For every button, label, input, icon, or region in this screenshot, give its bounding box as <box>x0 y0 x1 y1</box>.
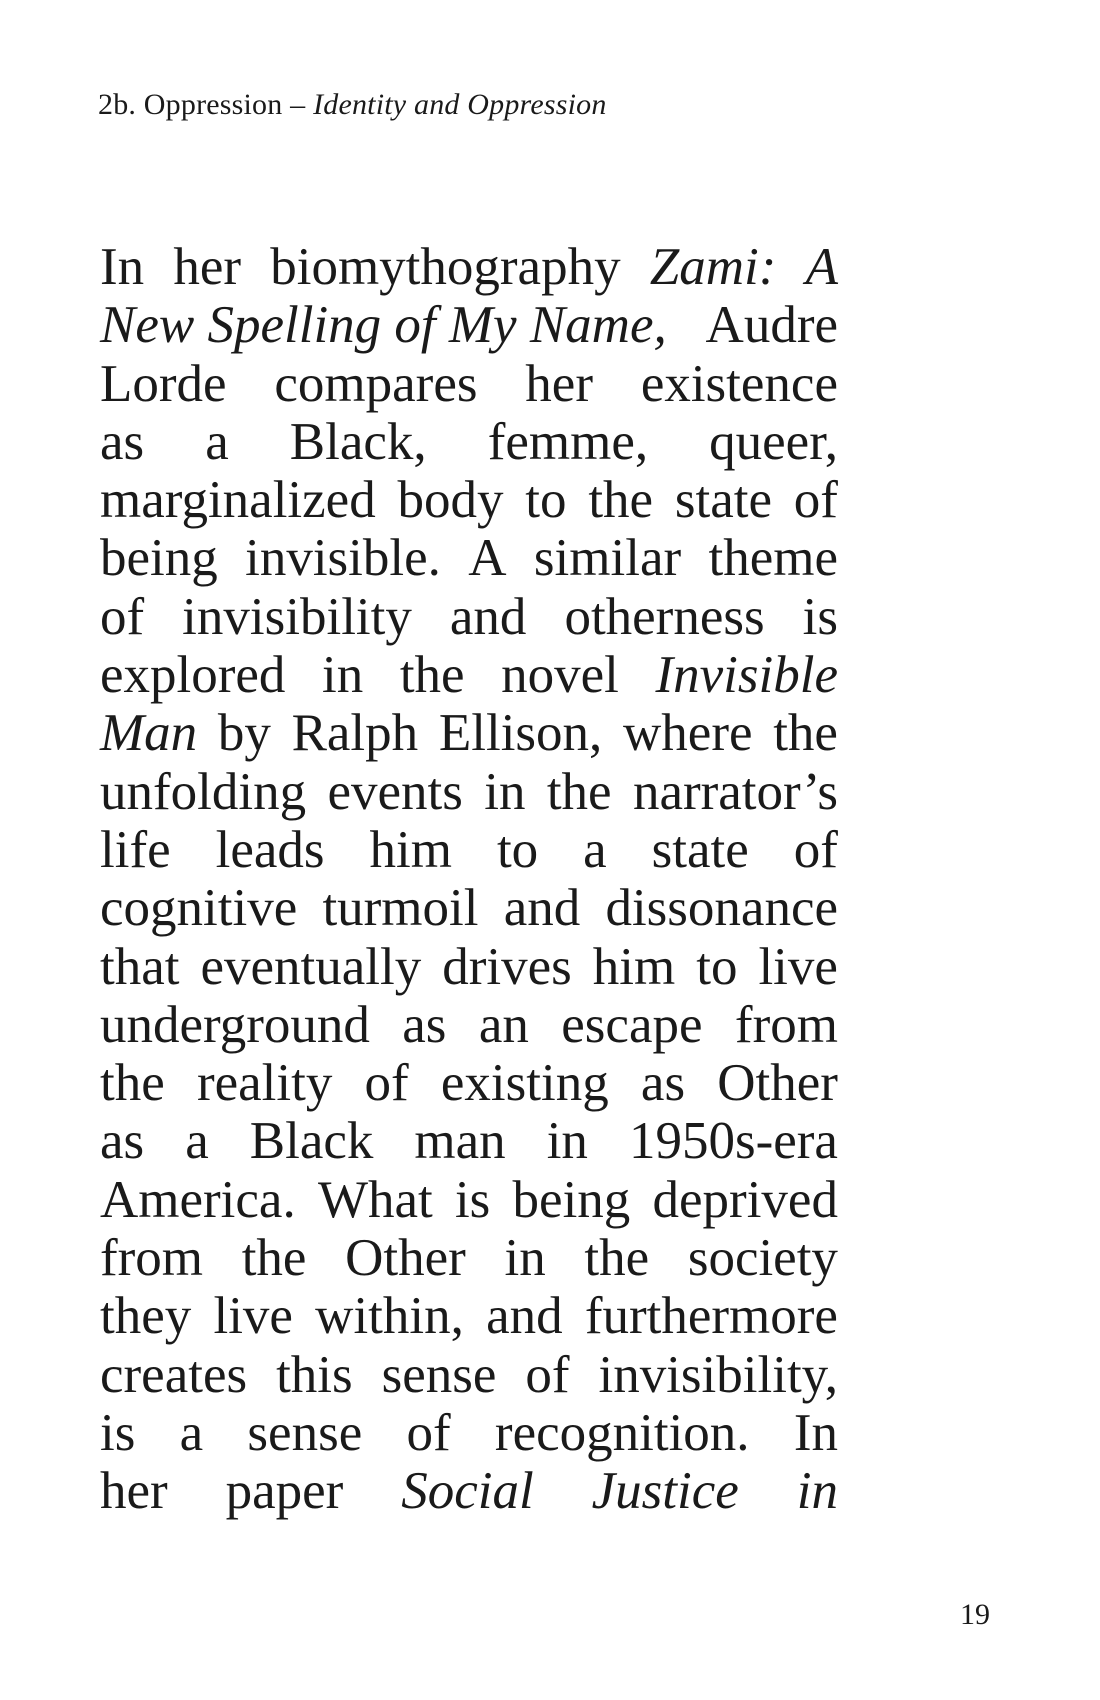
word: In <box>100 238 145 296</box>
word: reality <box>196 1054 333 1113</box>
word: otherness <box>564 587 765 646</box>
word: America. <box>100 1170 296 1229</box>
word: is <box>454 1170 491 1229</box>
word: marginalized <box>100 471 376 530</box>
word: the <box>588 471 654 530</box>
word: 1950s-era <box>628 1112 838 1171</box>
word: Lorde <box>100 354 227 413</box>
word: Ellison, <box>438 704 603 763</box>
text-line <box>100 1404 838 1462</box>
word: creates <box>100 1345 248 1404</box>
word: the <box>546 762 612 821</box>
text-line <box>100 355 838 413</box>
word: invisibility <box>182 587 412 646</box>
word: from <box>734 995 838 1054</box>
word: her <box>525 354 593 413</box>
word: her <box>173 238 242 296</box>
word: to <box>525 471 567 530</box>
word: as <box>402 995 447 1054</box>
word: of <box>793 471 838 530</box>
word: in <box>546 1112 588 1171</box>
word: escape <box>561 995 703 1054</box>
word: the <box>100 1054 165 1113</box>
word: Justice <box>591 1462 739 1521</box>
running-head-subtitle: Identity and Oppression <box>313 88 607 121</box>
word: of <box>406 1403 451 1462</box>
word: to <box>696 937 738 996</box>
word: in <box>484 762 526 821</box>
word: paper <box>225 1462 344 1521</box>
word: a <box>583 820 607 879</box>
word: furthermore <box>584 1287 838 1346</box>
word: Ralph <box>291 704 419 763</box>
text-line <box>100 763 838 821</box>
word: In <box>793 1403 838 1462</box>
word: being <box>512 1170 631 1229</box>
word: as <box>100 1112 145 1171</box>
word: drives <box>442 937 572 996</box>
word: similar <box>533 529 682 588</box>
word: New Spelling of My Name, <box>100 296 667 355</box>
word: in <box>504 1229 546 1288</box>
word: Black, <box>289 412 427 471</box>
word: Invisible <box>655 646 838 705</box>
word: turmoil <box>322 879 479 938</box>
text-line <box>100 646 838 704</box>
word: in <box>796 1462 838 1521</box>
word: sense <box>247 1403 363 1462</box>
text-line <box>100 588 838 646</box>
word: deprived <box>652 1170 838 1229</box>
word: Social <box>401 1462 534 1521</box>
word: the <box>584 1229 650 1288</box>
text-line <box>100 296 838 354</box>
word: in <box>322 646 364 705</box>
text-line <box>100 938 838 996</box>
word: within, <box>315 1287 464 1346</box>
word: where <box>623 704 753 763</box>
text-line <box>100 1287 838 1345</box>
word: explored <box>100 646 286 705</box>
word: is <box>802 587 838 646</box>
word: dissonance <box>605 879 838 938</box>
word: him <box>369 820 452 879</box>
word: eventually <box>200 937 422 996</box>
running-head <box>98 88 607 122</box>
body-paragraph <box>100 238 838 1521</box>
word: invisible. <box>245 529 441 588</box>
word: this <box>276 1345 353 1404</box>
word: Zami: <box>649 238 777 296</box>
word: live <box>213 1287 293 1346</box>
text-line <box>100 1112 838 1170</box>
word: an <box>478 995 529 1054</box>
word: her <box>100 1462 168 1521</box>
word: A <box>805 238 838 296</box>
word: existence <box>640 354 838 413</box>
word: is <box>100 1403 136 1462</box>
word: the <box>399 646 465 705</box>
word: femme, <box>487 412 649 471</box>
word: queer, <box>709 412 838 471</box>
word: a <box>179 1403 204 1462</box>
word: state <box>674 471 772 530</box>
page-number: 19 <box>960 1598 990 1631</box>
word: they <box>100 1287 192 1346</box>
word: life <box>100 820 171 879</box>
word: that <box>100 937 180 996</box>
word: of <box>364 1054 409 1113</box>
word: recognition. <box>494 1403 750 1462</box>
word: live <box>758 937 838 996</box>
word: novel <box>501 646 619 705</box>
word: biomythography <box>270 238 621 296</box>
word: of <box>793 820 838 879</box>
word: Audre <box>705 296 838 355</box>
text-line <box>100 1462 838 1520</box>
text-line <box>100 413 838 471</box>
word: a <box>205 412 229 471</box>
word: Other <box>717 1054 838 1113</box>
text-line <box>100 704 838 762</box>
text-line <box>100 238 838 296</box>
word: leads <box>215 820 325 879</box>
word: as <box>100 412 145 471</box>
word: of <box>525 1345 570 1404</box>
text-line <box>100 879 838 937</box>
word: state <box>651 820 749 879</box>
text-line <box>100 1054 838 1112</box>
word: a <box>185 1112 209 1171</box>
word: events <box>327 762 463 821</box>
word: body <box>397 471 504 530</box>
word: man <box>414 1112 506 1171</box>
text-line <box>100 471 838 529</box>
word: unfolding <box>100 762 307 821</box>
word: being <box>100 529 218 588</box>
word: society <box>687 1229 838 1288</box>
text-line <box>100 1171 838 1229</box>
word: and <box>503 879 581 938</box>
text-line <box>100 1346 838 1404</box>
text-line <box>100 1229 838 1287</box>
word: by <box>217 704 271 763</box>
word: and <box>486 1287 563 1346</box>
text-line <box>100 821 838 879</box>
word: him <box>592 937 676 996</box>
word: as <box>640 1054 686 1113</box>
word: of <box>100 587 145 646</box>
word: the <box>241 1229 307 1288</box>
word: to <box>496 820 539 879</box>
word: the <box>773 704 838 763</box>
word: Other <box>345 1229 466 1288</box>
text-line <box>100 529 838 587</box>
word: sense <box>381 1345 497 1404</box>
word: and <box>449 587 527 646</box>
word: A <box>468 529 507 588</box>
word: Man <box>100 704 198 763</box>
word: narrator’s <box>632 762 838 821</box>
word: cognitive <box>100 879 298 938</box>
word: from <box>100 1229 204 1288</box>
text-line <box>100 996 838 1054</box>
word: theme <box>708 529 838 588</box>
word: What <box>317 1170 433 1229</box>
word: invisibility, <box>598 1345 838 1404</box>
word: Black <box>249 1112 374 1171</box>
word: underground <box>100 995 370 1054</box>
running-head-section: 2b. Oppression – <box>98 88 314 121</box>
word: existing <box>440 1054 609 1113</box>
word: compares <box>274 354 478 413</box>
